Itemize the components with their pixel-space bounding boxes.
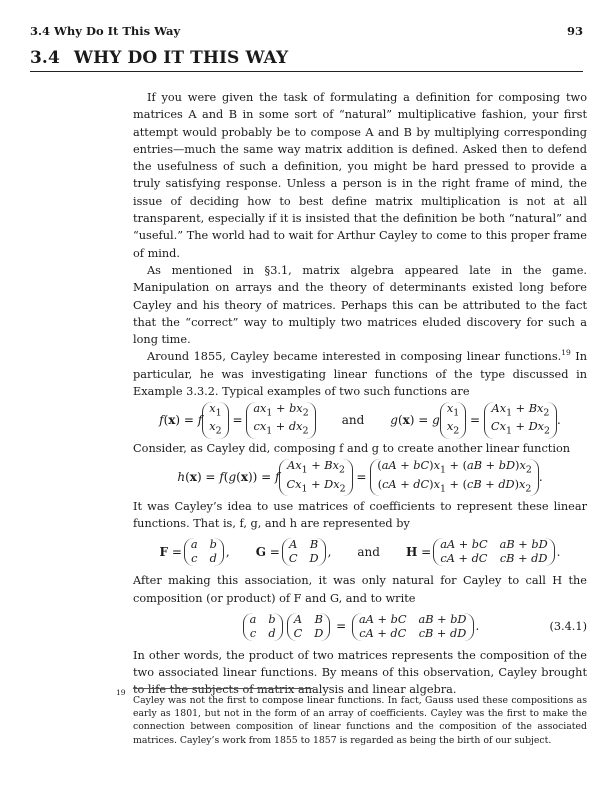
- paragraph-4: Consider, as Cayley did, composing f and g to create another linear function: [133, 442, 571, 456]
- paragraph-2: As mentioned in §3.1, matrix algebra appeared late in the game. Manipulation on arrays and the theory of determinants existed long before Cayley and his theory of matrices. Perhaps this can be attributed to the fact that the “correct” way to multiply two matrices eluded discovery for such a long time.: [133, 263, 587, 347]
- running-head-title: 3.4 Why Do It This Way: [30, 24, 181, 38]
- paragraph-1: If you were given the task of formulating a definition for composing two matrices A and B in some sort of “natural” multiplicative fashion, your first attempt would probably be to compose A and B by multiplying corresponding entries—much the same way matrix addition is defined. Asked then to defend the usefulness of such a definition, you might be hard pressed to provide a truly satisfying response. Unless a person is in the right frame of mind, the issue of deciding how to best define matrix multiplication is not at all transparent, especially if it is insisted that the definition be both “natural” and “useful.” The world had to wait for Arthur Cayley to come to this proper frame of mind.: [133, 91, 587, 260]
- page-number: 93: [566, 24, 583, 38]
- equation-number: (3.4.1): [549, 620, 587, 634]
- and-word-2: and: [357, 544, 380, 559]
- section-heading: [30, 48, 288, 68]
- paragraph-3-end: In particular, he was investigating linear functions of the type discussed in Example 3.3.2. Typical examples of two such functions are: [133, 350, 587, 399]
- and-word-1: and: [341, 412, 365, 427]
- paragraph-6: After making this association, it was only natural for Cayley to call H the composition (or product) of F and G, and to write: [133, 574, 587, 605]
- footnote-mark: 19: [116, 688, 126, 697]
- paragraph-7: In other words, the product of two matrices represents the composition of the two associated linear functions. By means of this observation, Cayley brought to life the subjects of matrix analysis and linear algebra.: [133, 648, 587, 697]
- running-head: [30, 24, 583, 40]
- heading-rule: [30, 71, 583, 72]
- equation-matrices: F = a b c d , G = A B C D , and H = aA + bC aB + bD cA + dC cB + dD .: [159, 538, 561, 566]
- equation-3-4-1: a b c d A B C D = aA + bC aB + bD cA + dC cB + dD . (3.4.1): [133, 609, 587, 645]
- body-text: [133, 89, 587, 699]
- equation-h: h(x) = f(g(x)) = f $Ax_1 + Bx_2$ $Cx_1 + Dx_2$ = $(aA + bC)x_1 + (aB + bD)x_2$ $(cA + dC)x_1 + (cB + dD)x_2$ .: [177, 459, 543, 494]
- footnote-rule: [133, 688, 313, 689]
- paragraph-5: It was Cayley’s idea to use matrices of coefficients to represent these linear functions. That is, f, g, and h are represented by: [133, 499, 587, 530]
- footnote-text: Cayley was not the first to compose linear functions. In fact, Gauss used these compositions as early as 1801, but not in the form of an array of coefficients. Cayley was the first to make the connection between composition of linear functions and the composition of the associated matrices. Cayley’s work from 1855 to 1857 is regarded as being the birth of our subject.: [133, 695, 587, 746]
- equation-f-g: f(x) = f $x_1$ $x_2$ = $ax_1 + bx_2$ $cx_1 + dx_2$ and g(x) = g $x_1$ $x_2$ = $Ax_1 + Bx_2$ $Cx_1 + Dx_2$ .: [159, 402, 561, 437]
- section-title: WHY DO IT THIS WAY: [73, 48, 289, 68]
- paragraph-3: [133, 348, 587, 400]
- paragraph-3-start: Around 1855, Cayley became interested in composing linear functions.: [147, 350, 562, 364]
- footnote-ref: 19: [561, 348, 571, 358]
- section-number: 3.4: [30, 48, 60, 68]
